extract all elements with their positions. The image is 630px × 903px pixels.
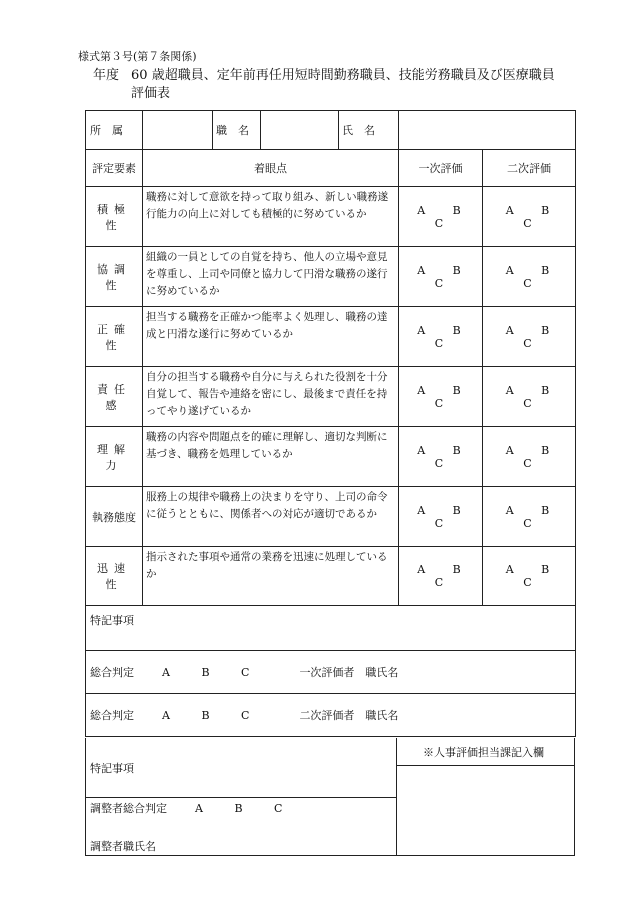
criterion-row <box>86 307 576 367</box>
criterion-text: 指示された事項や通常の業務を迅速に処理しているか <box>143 547 399 606</box>
criterion-text: 服務上の規律や職務上の決まりを守り、上司の命令に従うとともに、関係者への対応が適切であるか <box>143 487 399 547</box>
first-eval-choice[interactable]: A B C <box>399 187 483 247</box>
column-viewpoint: 着眼点 <box>143 150 399 187</box>
adjuster-name[interactable]: 調整者職氏名 <box>90 840 156 853</box>
second-eval-choice[interactable]: A B C <box>483 307 576 367</box>
criterion-label: 執務態度 <box>86 487 143 547</box>
overall-first-label: 総合判定 <box>90 666 134 679</box>
divider <box>86 797 396 798</box>
criterion-text: 職務に対して意欲を持って取り組み、新しい職務遂行能力の向上に対しても積極的に努めているか <box>143 187 399 247</box>
adjuster-overall-label: 調整者総合判定 <box>90 802 167 815</box>
overall-first[interactable] <box>86 651 576 694</box>
divider <box>396 765 574 766</box>
special-notes-row <box>86 606 576 651</box>
second-eval-choice[interactable]: A B C <box>483 247 576 307</box>
overall-first-row <box>86 651 576 694</box>
second-eval-choice[interactable]: A B C <box>483 427 576 487</box>
name-label: 氏 名 <box>339 111 399 150</box>
column-second-eval: 二次評価 <box>483 150 576 187</box>
first-eval-choice[interactable]: A B C <box>399 487 483 547</box>
overall-second-abc[interactable]: A B C <box>162 709 264 722</box>
second-eval-choice[interactable]: A B C <box>483 367 576 427</box>
info-row <box>86 111 576 150</box>
criterion-text: 担当する職務を正確かつ能率よく処理し、職務の達成と円滑な遂行に努めているか <box>143 307 399 367</box>
column-header-row <box>86 150 576 187</box>
criterion-label: 理解力 <box>86 427 143 487</box>
column-element: 評定要素 <box>86 150 143 187</box>
overall-first-abc[interactable]: A B C <box>162 666 264 679</box>
name-field[interactable] <box>399 111 576 150</box>
title-line-2: 評価表 <box>131 86 171 101</box>
overall-second-label: 総合判定 <box>90 709 134 722</box>
adjuster-overall[interactable] <box>90 800 296 816</box>
divider <box>396 738 397 855</box>
first-eval-choice[interactable]: A B C <box>399 547 483 606</box>
special-notes[interactable]: 特記事項 <box>86 606 576 651</box>
criterion-row <box>86 487 576 547</box>
first-eval-choice[interactable]: A B C <box>399 247 483 307</box>
overall-second-row <box>86 694 576 737</box>
first-eval-choice[interactable]: A B C <box>399 307 483 367</box>
adjuster-special-notes[interactable]: 特記事項 <box>90 762 134 775</box>
criterion-row <box>86 187 576 247</box>
first-eval-choice[interactable]: A B C <box>399 427 483 487</box>
criterion-row <box>86 427 576 487</box>
position-label: 職 名 <box>213 111 261 150</box>
title-line-1: 60 歳超職員、定年前再任用短時間勤務職員、技能労務職員及び医療職員 <box>131 68 555 83</box>
column-first-eval: 一次評価 <box>399 150 483 187</box>
criterion-row <box>86 247 576 307</box>
year-label: 年度 <box>93 68 120 83</box>
second-eval-choice[interactable]: A B C <box>483 187 576 247</box>
overall-second[interactable] <box>86 694 576 737</box>
first-eval-choice[interactable]: A B C <box>399 367 483 427</box>
criterion-label: 責任感 <box>86 367 143 427</box>
evaluation-table <box>85 110 576 737</box>
first-evaluator: 一次評価者 職氏名 <box>299 666 399 679</box>
criterion-text: 自分の担当する職務や自分に与えられた役割を十分自覚して、報告や連絡を密にし、最後まで責任を持ってやり遂げているか <box>143 367 399 427</box>
criterion-label: 積極性 <box>86 187 143 247</box>
adjuster-section <box>85 738 575 856</box>
adjuster-overall-abc[interactable]: A B C <box>195 802 297 815</box>
affiliation-label: 所 属 <box>86 111 143 150</box>
criterion-label: 正確性 <box>86 307 143 367</box>
criterion-text: 組織の一員としての自覚を持ち、他人の立場や意見を尊重し、上司や同僚と協力して円滑な職務の遂行に努めているか <box>143 247 399 307</box>
affiliation-field[interactable] <box>143 111 213 150</box>
form-title <box>93 67 555 103</box>
criterion-label: 迅速性 <box>86 547 143 606</box>
criterion-label: 協調性 <box>86 247 143 307</box>
second-evaluator: 二次評価者 職氏名 <box>299 709 399 722</box>
criterion-row <box>86 547 576 606</box>
position-field[interactable] <box>261 111 339 150</box>
criterion-row <box>86 367 576 427</box>
hr-column-label: ※人事評価担当課記入欄 <box>423 746 544 759</box>
second-eval-choice[interactable]: A B C <box>483 487 576 547</box>
criterion-text: 職務の内容や問題点を的確に理解し、適切な判断に基づき、職務を処理しているか <box>143 427 399 487</box>
form-number: 様式第３号(第７条関係) <box>78 50 197 63</box>
second-eval-choice[interactable]: A B C <box>483 547 576 606</box>
